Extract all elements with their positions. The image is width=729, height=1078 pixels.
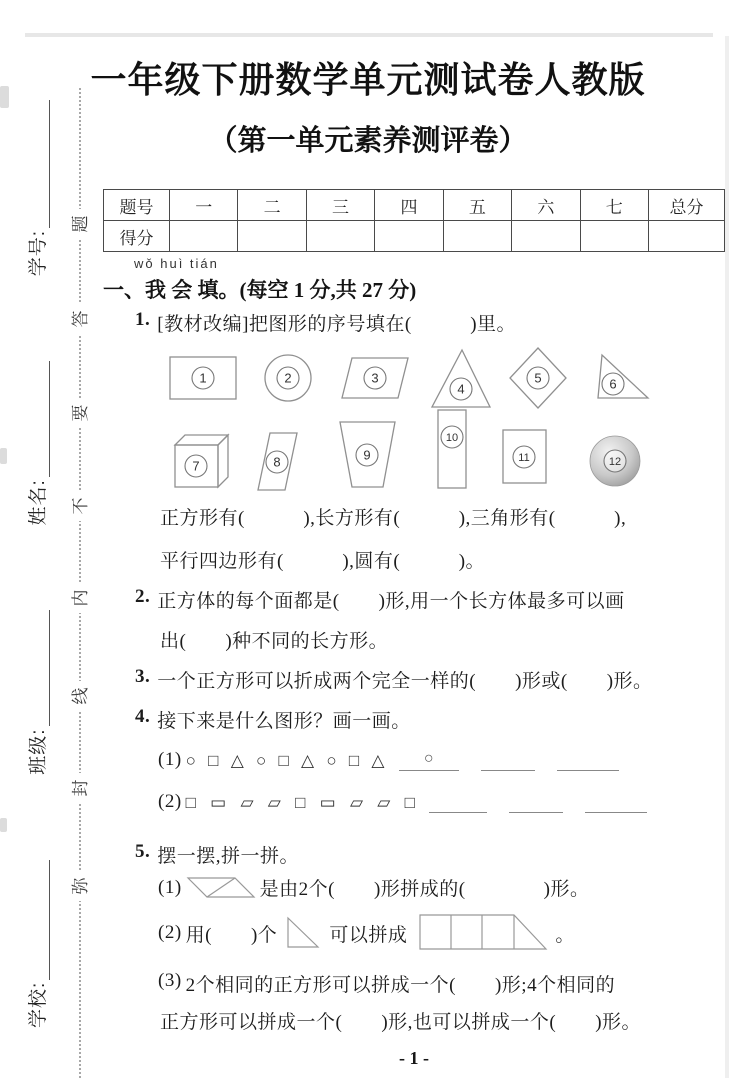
score-cell[interactable] [580, 221, 648, 252]
paper-title: 一年级下册数学单元测试卷人教版 [90, 59, 646, 100]
question-2-line-2 [160, 626, 388, 653]
score-table-score-row [104, 221, 725, 252]
school-label: 学校: [28, 981, 49, 1028]
question-5-sub-3-line-1: 2个相同的正方形可以拼成一个( )形;4个相同的 [185, 975, 616, 996]
shape-number-5: 5 [534, 370, 542, 386]
right-triangle-piece-figure [285, 916, 321, 950]
score-cell[interactable] [443, 221, 511, 252]
shape-number-4: 4 [457, 381, 465, 397]
shape-number-7: 7 [192, 458, 200, 474]
sub-question-label: (1) [158, 876, 182, 898]
score-cell[interactable] [306, 221, 374, 252]
question-5-sub-2-text-mid: 可以拼成 [329, 924, 408, 946]
paper-subtitle: （第一单元素养测评卷） [208, 125, 528, 157]
name-field [23, 361, 50, 525]
score-table-header-row [104, 190, 725, 221]
score-cell[interactable] [375, 221, 443, 252]
question-5-sub-3-continued [160, 1007, 641, 1034]
composed-trapezoid-figure [419, 914, 549, 952]
answer-blank-with-hint[interactable]: ○ [399, 748, 459, 771]
answer-blank[interactable] [429, 790, 487, 813]
question-1-answer-line-1 [160, 503, 626, 530]
question-5-sub-1-text: 是由2个( )形拼成的( )形。 [259, 879, 590, 900]
seal-char: 答 [69, 304, 93, 334]
question-4 [135, 706, 411, 733]
question-5-sub-3-line-2: 正方形可以拼成一个( )形,也可以拼成一个( )形。 [160, 1012, 642, 1033]
student-id-field [23, 100, 50, 276]
shape-number-3: 3 [371, 370, 379, 386]
col-header: 三 [306, 190, 374, 221]
question-2-number: 2. [135, 586, 151, 607]
question-2-text-line-2: 出( )种不同的长方形。 [160, 631, 389, 652]
sub-question-label: (3) [158, 970, 182, 991]
score-cell[interactable] [649, 221, 725, 252]
question-5-text: 摆一摆,拼一拼。 [157, 846, 300, 867]
shape-number-12: 12 [608, 456, 622, 468]
shape-number-11: 11 [518, 452, 530, 464]
school-field [23, 860, 50, 1028]
seal-char: 要 [69, 398, 93, 428]
shape-number-2: 2 [284, 370, 292, 386]
col-header: 总分 [649, 190, 725, 221]
pattern-sequence-1: ○ □ △ ○ □ △ ○ □ △ [185, 751, 385, 770]
question-5-sub-2-text-before: 用( )个 [185, 924, 278, 946]
shape-number-10: 10 [445, 432, 459, 444]
seal-char: 不 [69, 491, 93, 521]
answer-blank[interactable] [481, 748, 535, 771]
two-triangles-parallelogram-figure [186, 876, 256, 900]
question-1 [135, 309, 516, 336]
question-5 [135, 841, 299, 868]
question-1-number: 1. [135, 309, 151, 330]
section-heading: 一、我 会 填。(每空 1 分,共 27 分) [103, 278, 417, 302]
class-blank[interactable] [29, 610, 50, 726]
question-1-answer-text-2: 平行四边形有( ),圆有( )。 [160, 551, 486, 572]
shape-number-6: 6 [609, 376, 617, 392]
seal-char: 题 [69, 209, 93, 239]
pattern-sequence-2: □ ▭ ▱ ▱ □ ▭ ▱ ▱ □ [185, 793, 416, 812]
page-number: - 1 - [399, 1048, 429, 1068]
col-header: 二 [238, 190, 306, 221]
question-2-text-line-1: 正方体的每个面都是( )形,用一个长方体最多可以画 [157, 591, 625, 612]
shape-row-1 [160, 343, 720, 415]
pinyin-annotation: wǒ huì tián [134, 256, 219, 271]
question-5-sub-3 [158, 970, 615, 997]
question-3-number: 3. [135, 666, 151, 687]
sub-question-label: (2) [158, 922, 182, 943]
tall-rectangle-shape-10 [438, 410, 466, 488]
col-header: 五 [443, 190, 511, 221]
col-header: 题号 [104, 190, 170, 221]
question-3 [135, 666, 653, 693]
question-4-sub-2 [158, 790, 647, 813]
question-4-text: 接下来是什么图形？画一画。 [157, 711, 411, 732]
question-5-number: 5. [135, 841, 151, 862]
question-3-text: 一个正方形可以折成两个完全一样的( )形或( )形。 [157, 671, 653, 692]
seal-char: 封 [69, 773, 93, 803]
sub-question-label: (2) [158, 791, 182, 812]
col-header: 七 [580, 190, 648, 221]
shape-number-9: 9 [363, 447, 371, 463]
question-4-sub-1 [158, 748, 619, 771]
shape-number-8: 8 [273, 454, 281, 470]
shape-number-1: 1 [199, 370, 207, 386]
col-header: 四 [375, 190, 443, 221]
score-row-label: 得分 [104, 221, 170, 252]
question-2 [135, 586, 625, 613]
shape-row-2 [165, 406, 725, 491]
student-info-fields [14, 100, 50, 1028]
answer-blank[interactable] [509, 790, 563, 813]
sub-question-label: (1) [158, 749, 182, 770]
seal-char: 弥 [69, 871, 93, 901]
seal-char: 线 [69, 681, 93, 711]
question-4-number: 4. [135, 706, 151, 727]
answer-blank[interactable] [585, 790, 647, 813]
score-table [103, 189, 725, 252]
scan-smudge [0, 448, 7, 464]
question-1-answer-text-1: 正方形有( ),长方形有( ),三角形有( ), [160, 508, 627, 529]
question-5-sub-1 [158, 874, 589, 901]
score-cell[interactable] [512, 221, 580, 252]
seal-char: 内 [69, 583, 93, 613]
col-header: 六 [512, 190, 580, 221]
name-blank[interactable] [29, 361, 50, 477]
school-blank[interactable] [29, 860, 50, 980]
scan-edge-right [725, 36, 729, 1078]
class-field [23, 610, 50, 774]
question-5-sub-2-text-after: 。 [555, 924, 575, 946]
name-label: 姓名: [28, 479, 49, 526]
score-cell[interactable] [238, 221, 306, 252]
scan-smudge [0, 86, 9, 108]
question-5-sub-2 [158, 912, 575, 954]
scan-smudge [0, 818, 7, 832]
student-id-label: 学号: [28, 230, 49, 277]
answer-blank[interactable] [557, 748, 619, 771]
scan-edge-top [25, 33, 713, 37]
student-id-blank[interactable] [29, 100, 50, 228]
class-label: 班级: [28, 728, 49, 775]
col-header: 一 [170, 190, 238, 221]
score-cell[interactable] [170, 221, 238, 252]
question-1-text: [教材改编]把图形的序号填在( )里。 [157, 314, 517, 335]
question-1-answer-line-2 [160, 546, 485, 573]
